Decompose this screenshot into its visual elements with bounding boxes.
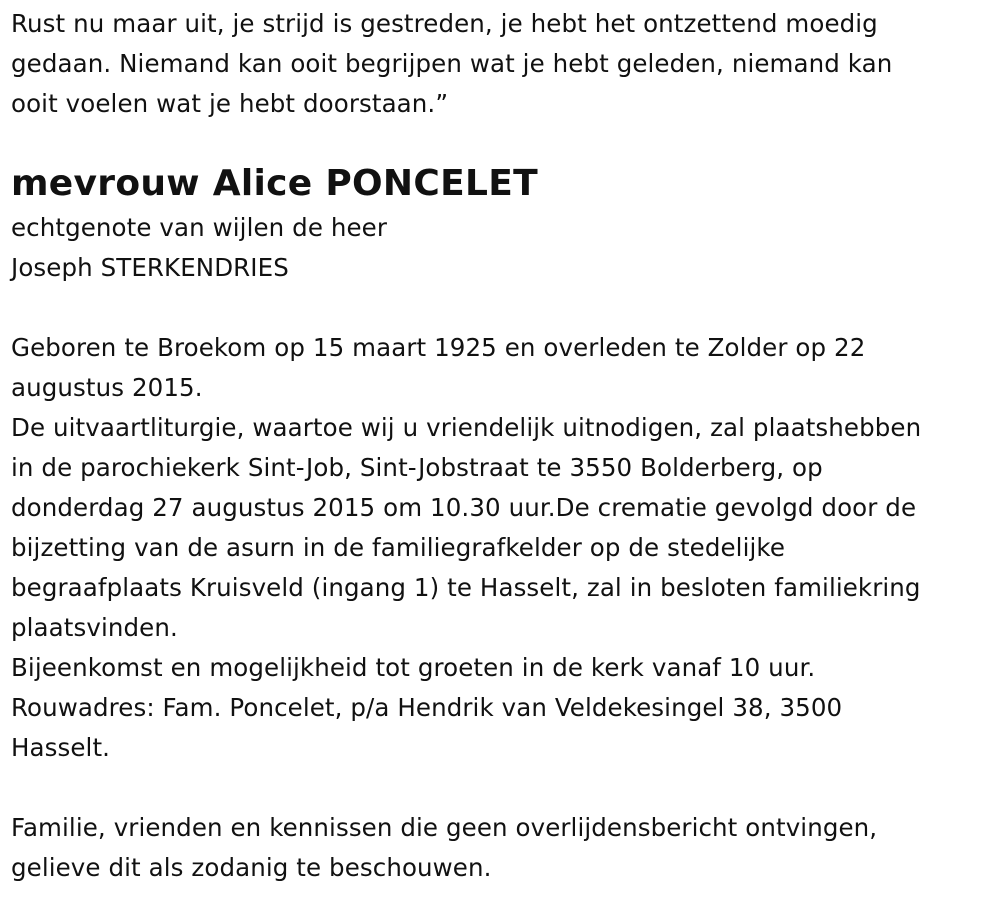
details-line: Bijeenkomst en mogelijkheid tot groeten in de kerk vanaf 10 uur. [11,653,816,682]
blank-line [11,288,996,328]
relation-line: Joseph STERKENDRIES [11,253,289,282]
deceased-name: mevrouw Alice PONCELET [11,163,538,204]
details-line: augustus 2015. [11,373,203,402]
details-line: donderdag 27 augustus 2015 om 10.30 uur.De crematie gevolgd door de [11,493,917,522]
quote-line: gedaan. Niemand kan ooit begrijpen wat je hebt geleden, niemand kan [11,49,893,78]
details-line: Hasselt. [11,733,111,762]
details-line: De uitvaartliturgie, waartoe wij u vriendelijk uitnodigen, zal plaatshebben [11,413,922,442]
details-line: Rouwadres: Fam. Poncelet, p/a Hendrik van Veldekesingel 38, 3500 [11,693,843,722]
details-block [11,328,996,768]
blank-line [11,768,996,808]
closing-line: gelieve dit als zodanig te beschouwen. [11,853,492,882]
details-line: bijzetting van de asurn in de familiegrafkelder op de stedelijke [11,533,785,562]
details-line: Geboren te Broekom op 15 maart 1925 en overleden te Zolder op 22 [11,333,866,362]
closing-block [11,808,996,888]
details-line: in de parochiekerk Sint-Job, Sint-Jobstraat te 3550 Bolderberg, op [11,453,823,482]
quote-line: ooit voelen wat je hebt doorstaan.” [11,89,449,118]
relation-line: echtgenote van wijlen de heer [11,213,388,242]
quote-line: Rust nu maar uit, je strijd is gestreden, je hebt het ontzettend moedig [11,9,878,38]
memorial-quote [11,4,996,124]
relation-block [11,208,996,288]
details-line: begraafplaats Kruisveld (ingang 1) te Hasselt, zal in besloten familiekring [11,573,921,602]
details-line: plaatsvinden. [11,613,178,642]
closing-line: Familie, vrienden en kennissen die geen overlijdensbericht ontvingen, [11,813,878,842]
obituary-document [11,4,996,888]
